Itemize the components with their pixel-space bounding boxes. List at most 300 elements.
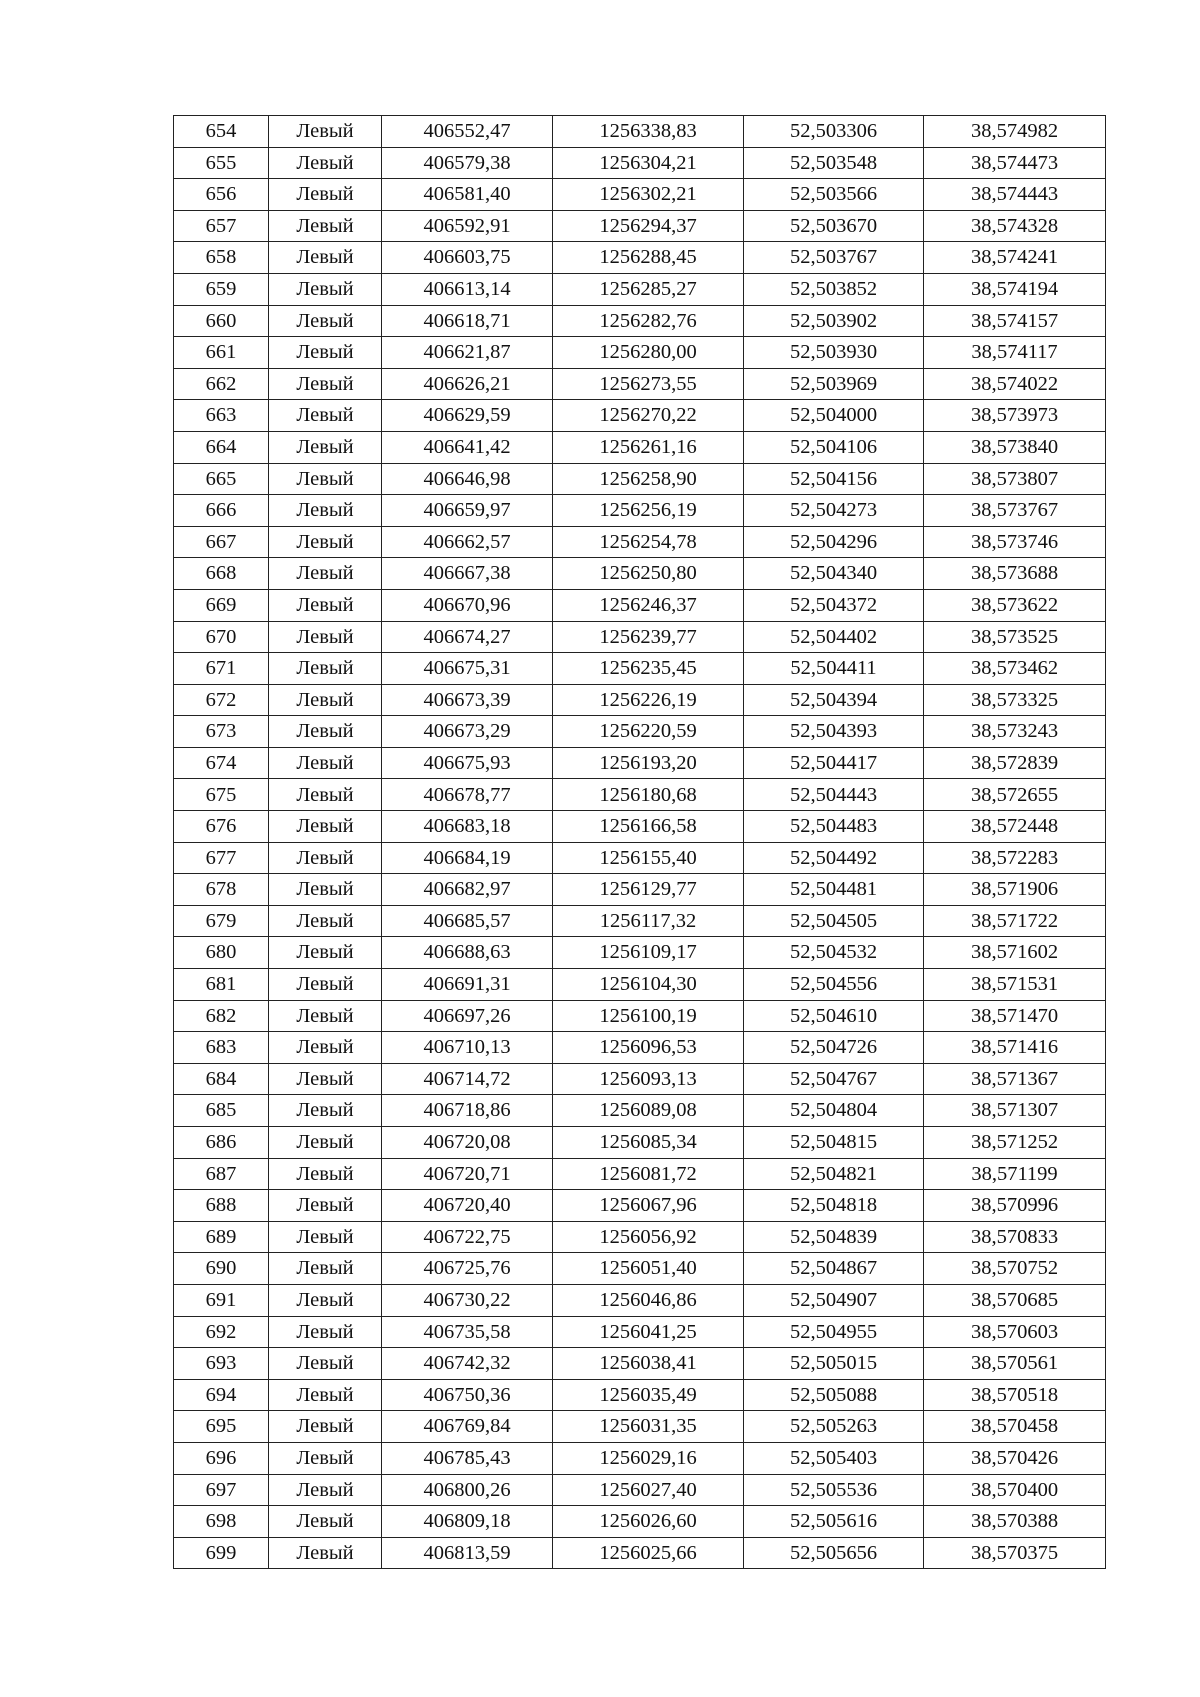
y-coordinate-cell: 1256302,21: [553, 179, 744, 211]
point-number-cell: 677: [174, 842, 269, 874]
latitude-cell: 52,505536: [744, 1474, 924, 1506]
longitude-cell: 38,572655: [924, 779, 1106, 811]
table-row: [174, 431, 1106, 463]
y-coordinate-cell: 1256235,45: [553, 653, 744, 685]
y-coordinate-cell: 1256254,78: [553, 526, 744, 558]
x-coordinate-cell: 406720,08: [382, 1127, 553, 1159]
longitude-cell: 38,574473: [924, 147, 1106, 179]
longitude-cell: 38,573840: [924, 431, 1106, 463]
latitude-cell: 52,503548: [744, 147, 924, 179]
point-number-cell: 687: [174, 1158, 269, 1190]
longitude-cell: 38,571722: [924, 905, 1106, 937]
longitude-cell: 38,571199: [924, 1158, 1106, 1190]
y-coordinate-cell: 1256338,83: [553, 116, 744, 148]
point-number-cell: 692: [174, 1316, 269, 1348]
x-coordinate-cell: 406618,71: [382, 305, 553, 337]
latitude-cell: 52,504955: [744, 1316, 924, 1348]
table-row: [174, 179, 1106, 211]
point-number-cell: 654: [174, 116, 269, 148]
x-coordinate-cell: 406621,87: [382, 337, 553, 369]
point-number-cell: 669: [174, 589, 269, 621]
latitude-cell: 52,504411: [744, 653, 924, 685]
longitude-cell: 38,571602: [924, 937, 1106, 969]
latitude-cell: 52,503902: [744, 305, 924, 337]
latitude-cell: 52,504492: [744, 842, 924, 874]
side-cell: Левый: [269, 463, 382, 495]
table-row: [174, 147, 1106, 179]
point-number-cell: 660: [174, 305, 269, 337]
side-cell: Левый: [269, 431, 382, 463]
y-coordinate-cell: 1256304,21: [553, 147, 744, 179]
point-number-cell: 668: [174, 558, 269, 590]
table-row: [174, 716, 1106, 748]
x-coordinate-cell: 406785,43: [382, 1442, 553, 1474]
latitude-cell: 52,504610: [744, 1000, 924, 1032]
latitude-cell: 52,504372: [744, 589, 924, 621]
x-coordinate-cell: 406674,27: [382, 621, 553, 653]
table-row: [174, 1474, 1106, 1506]
y-coordinate-cell: 1256093,13: [553, 1063, 744, 1095]
point-number-cell: 662: [174, 368, 269, 400]
side-cell: Левый: [269, 210, 382, 242]
side-cell: Левый: [269, 1474, 382, 1506]
latitude-cell: 52,505263: [744, 1411, 924, 1443]
table-row: [174, 495, 1106, 527]
side-cell: Левый: [269, 179, 382, 211]
longitude-cell: 38,570603: [924, 1316, 1106, 1348]
side-cell: Левый: [269, 1063, 382, 1095]
longitude-cell: 38,572839: [924, 747, 1106, 779]
side-cell: Левый: [269, 779, 382, 811]
point-number-cell: 683: [174, 1032, 269, 1064]
x-coordinate-cell: 406684,19: [382, 842, 553, 874]
side-cell: Левый: [269, 684, 382, 716]
x-coordinate-cell: 406667,38: [382, 558, 553, 590]
point-number-cell: 656: [174, 179, 269, 211]
latitude-cell: 52,504804: [744, 1095, 924, 1127]
table-row: [174, 1442, 1106, 1474]
table-row: [174, 842, 1106, 874]
longitude-cell: 38,574022: [924, 368, 1106, 400]
latitude-cell: 52,504839: [744, 1221, 924, 1253]
y-coordinate-cell: 1256031,35: [553, 1411, 744, 1443]
point-number-cell: 671: [174, 653, 269, 685]
point-number-cell: 670: [174, 621, 269, 653]
x-coordinate-cell: 406629,59: [382, 400, 553, 432]
point-number-cell: 673: [174, 716, 269, 748]
longitude-cell: 38,570996: [924, 1190, 1106, 1222]
point-number-cell: 691: [174, 1284, 269, 1316]
side-cell: Левый: [269, 905, 382, 937]
latitude-cell: 52,503852: [744, 273, 924, 305]
latitude-cell: 52,504156: [744, 463, 924, 495]
point-number-cell: 674: [174, 747, 269, 779]
y-coordinate-cell: 1256067,96: [553, 1190, 744, 1222]
longitude-cell: 38,574982: [924, 116, 1106, 148]
y-coordinate-cell: 1256256,19: [553, 495, 744, 527]
longitude-cell: 38,574157: [924, 305, 1106, 337]
x-coordinate-cell: 406718,86: [382, 1095, 553, 1127]
table-row: [174, 1379, 1106, 1411]
y-coordinate-cell: 1256280,00: [553, 337, 744, 369]
y-coordinate-cell: 1256261,16: [553, 431, 744, 463]
table-row: [174, 210, 1106, 242]
table-row: [174, 1411, 1106, 1443]
x-coordinate-cell: 406730,22: [382, 1284, 553, 1316]
y-coordinate-cell: 1256273,55: [553, 368, 744, 400]
x-coordinate-cell: 406720,71: [382, 1158, 553, 1190]
point-number-cell: 694: [174, 1379, 269, 1411]
y-coordinate-cell: 1256085,34: [553, 1127, 744, 1159]
table-row: [174, 305, 1106, 337]
latitude-cell: 52,504481: [744, 874, 924, 906]
latitude-cell: 52,504402: [744, 621, 924, 653]
y-coordinate-cell: 1256258,90: [553, 463, 744, 495]
table-row: [174, 969, 1106, 1001]
y-coordinate-cell: 1256180,68: [553, 779, 744, 811]
x-coordinate-cell: 406673,39: [382, 684, 553, 716]
x-coordinate-cell: 406659,97: [382, 495, 553, 527]
side-cell: Левый: [269, 1000, 382, 1032]
y-coordinate-cell: 1256220,59: [553, 716, 744, 748]
table-row: [174, 463, 1106, 495]
side-cell: Левый: [269, 1506, 382, 1538]
table-row: [174, 337, 1106, 369]
longitude-cell: 38,570426: [924, 1442, 1106, 1474]
point-number-cell: 657: [174, 210, 269, 242]
side-cell: Левый: [269, 874, 382, 906]
point-number-cell: 684: [174, 1063, 269, 1095]
table-row: [174, 1095, 1106, 1127]
side-cell: Левый: [269, 368, 382, 400]
point-number-cell: 655: [174, 147, 269, 179]
latitude-cell: 52,505616: [744, 1506, 924, 1538]
longitude-cell: 38,571906: [924, 874, 1106, 906]
table-row: [174, 1284, 1106, 1316]
side-cell: Левый: [269, 1537, 382, 1569]
latitude-cell: 52,504483: [744, 811, 924, 843]
y-coordinate-cell: 1256025,66: [553, 1537, 744, 1569]
table-row: [174, 1190, 1106, 1222]
point-number-cell: 672: [174, 684, 269, 716]
x-coordinate-cell: 406592,91: [382, 210, 553, 242]
y-coordinate-cell: 1256270,22: [553, 400, 744, 432]
latitude-cell: 52,503566: [744, 179, 924, 211]
side-cell: Левый: [269, 305, 382, 337]
table-row: [174, 684, 1106, 716]
longitude-cell: 38,571416: [924, 1032, 1106, 1064]
y-coordinate-cell: 1256288,45: [553, 242, 744, 274]
y-coordinate-cell: 1256104,30: [553, 969, 744, 1001]
table-row: [174, 589, 1106, 621]
latitude-cell: 52,504443: [744, 779, 924, 811]
point-number-cell: 695: [174, 1411, 269, 1443]
table-row: [174, 1000, 1106, 1032]
longitude-cell: 38,570518: [924, 1379, 1106, 1411]
table-row: [174, 1127, 1106, 1159]
latitude-cell: 52,504417: [744, 747, 924, 779]
longitude-cell: 38,570458: [924, 1411, 1106, 1443]
point-number-cell: 682: [174, 1000, 269, 1032]
x-coordinate-cell: 406675,31: [382, 653, 553, 685]
side-cell: Левый: [269, 1032, 382, 1064]
latitude-cell: 52,504505: [744, 905, 924, 937]
latitude-cell: 52,504340: [744, 558, 924, 590]
longitude-cell: 38,571367: [924, 1063, 1106, 1095]
point-number-cell: 681: [174, 969, 269, 1001]
table-row: [174, 1537, 1106, 1569]
y-coordinate-cell: 1256246,37: [553, 589, 744, 621]
table-row: [174, 621, 1106, 653]
point-number-cell: 675: [174, 779, 269, 811]
longitude-cell: 38,573325: [924, 684, 1106, 716]
latitude-cell: 52,504867: [744, 1253, 924, 1285]
point-number-cell: 699: [174, 1537, 269, 1569]
y-coordinate-cell: 1256038,41: [553, 1348, 744, 1380]
table-row: [174, 242, 1106, 274]
x-coordinate-cell: 406800,26: [382, 1474, 553, 1506]
latitude-cell: 52,504393: [744, 716, 924, 748]
y-coordinate-cell: 1256155,40: [553, 842, 744, 874]
x-coordinate-cell: 406682,97: [382, 874, 553, 906]
longitude-cell: 38,570375: [924, 1537, 1106, 1569]
side-cell: Левый: [269, 842, 382, 874]
x-coordinate-cell: 406613,14: [382, 273, 553, 305]
longitude-cell: 38,574194: [924, 273, 1106, 305]
side-cell: Левый: [269, 937, 382, 969]
point-number-cell: 679: [174, 905, 269, 937]
y-coordinate-cell: 1256129,77: [553, 874, 744, 906]
longitude-cell: 38,571252: [924, 1127, 1106, 1159]
table-row: [174, 1221, 1106, 1253]
y-coordinate-cell: 1256250,80: [553, 558, 744, 590]
y-coordinate-cell: 1256100,19: [553, 1000, 744, 1032]
side-cell: Левый: [269, 1284, 382, 1316]
point-number-cell: 659: [174, 273, 269, 305]
table-row: [174, 400, 1106, 432]
x-coordinate-cell: 406685,57: [382, 905, 553, 937]
side-cell: Левый: [269, 969, 382, 1001]
longitude-cell: 38,570561: [924, 1348, 1106, 1380]
y-coordinate-cell: 1256294,37: [553, 210, 744, 242]
side-cell: Левый: [269, 811, 382, 843]
table-row: [174, 1158, 1106, 1190]
latitude-cell: 52,504726: [744, 1032, 924, 1064]
point-number-cell: 676: [174, 811, 269, 843]
side-cell: Левый: [269, 747, 382, 779]
table-row: [174, 368, 1106, 400]
y-coordinate-cell: 1256035,49: [553, 1379, 744, 1411]
x-coordinate-cell: 406725,76: [382, 1253, 553, 1285]
x-coordinate-cell: 406750,36: [382, 1379, 553, 1411]
latitude-cell: 52,504907: [744, 1284, 924, 1316]
point-number-cell: 693: [174, 1348, 269, 1380]
point-number-cell: 698: [174, 1506, 269, 1538]
y-coordinate-cell: 1256081,72: [553, 1158, 744, 1190]
x-coordinate-cell: 406742,32: [382, 1348, 553, 1380]
side-cell: Левый: [269, 589, 382, 621]
table-row: [174, 1032, 1106, 1064]
side-cell: Левый: [269, 116, 382, 148]
side-cell: Левый: [269, 147, 382, 179]
point-number-cell: 696: [174, 1442, 269, 1474]
longitude-cell: 38,570388: [924, 1506, 1106, 1538]
side-cell: Левый: [269, 273, 382, 305]
y-coordinate-cell: 1256109,17: [553, 937, 744, 969]
y-coordinate-cell: 1256089,08: [553, 1095, 744, 1127]
table-row: [174, 811, 1106, 843]
table-row: [174, 1063, 1106, 1095]
y-coordinate-cell: 1256166,58: [553, 811, 744, 843]
y-coordinate-cell: 1256051,40: [553, 1253, 744, 1285]
side-cell: Левый: [269, 1253, 382, 1285]
longitude-cell: 38,573243: [924, 716, 1106, 748]
latitude-cell: 52,503969: [744, 368, 924, 400]
side-cell: Левый: [269, 1442, 382, 1474]
x-coordinate-cell: 406710,13: [382, 1032, 553, 1064]
point-number-cell: 664: [174, 431, 269, 463]
latitude-cell: 52,503767: [744, 242, 924, 274]
x-coordinate-cell: 406646,98: [382, 463, 553, 495]
longitude-cell: 38,572283: [924, 842, 1106, 874]
y-coordinate-cell: 1256026,60: [553, 1506, 744, 1538]
latitude-cell: 52,504296: [744, 526, 924, 558]
side-cell: Левый: [269, 495, 382, 527]
latitude-cell: 52,505088: [744, 1379, 924, 1411]
side-cell: Левый: [269, 1316, 382, 1348]
table-row: [174, 558, 1106, 590]
x-coordinate-cell: 406552,47: [382, 116, 553, 148]
latitude-cell: 52,504000: [744, 400, 924, 432]
y-coordinate-cell: 1256193,20: [553, 747, 744, 779]
x-coordinate-cell: 406579,38: [382, 147, 553, 179]
table-row: [174, 1506, 1106, 1538]
table-row: [174, 1316, 1106, 1348]
latitude-cell: 52,504815: [744, 1127, 924, 1159]
side-cell: Левый: [269, 337, 382, 369]
side-cell: Левый: [269, 1190, 382, 1222]
x-coordinate-cell: 406641,42: [382, 431, 553, 463]
table-row: [174, 1348, 1106, 1380]
side-cell: Левый: [269, 1379, 382, 1411]
y-coordinate-cell: 1256096,53: [553, 1032, 744, 1064]
x-coordinate-cell: 406675,93: [382, 747, 553, 779]
x-coordinate-cell: 406662,57: [382, 526, 553, 558]
longitude-cell: 38,571531: [924, 969, 1106, 1001]
longitude-cell: 38,570400: [924, 1474, 1106, 1506]
point-number-cell: 690: [174, 1253, 269, 1285]
y-coordinate-cell: 1256027,40: [553, 1474, 744, 1506]
longitude-cell: 38,573746: [924, 526, 1106, 558]
side-cell: Левый: [269, 653, 382, 685]
point-number-cell: 689: [174, 1221, 269, 1253]
y-coordinate-cell: 1256046,86: [553, 1284, 744, 1316]
point-number-cell: 665: [174, 463, 269, 495]
latitude-cell: 52,503670: [744, 210, 924, 242]
latitude-cell: 52,504106: [744, 431, 924, 463]
longitude-cell: 38,573688: [924, 558, 1106, 590]
x-coordinate-cell: 406683,18: [382, 811, 553, 843]
longitude-cell: 38,573807: [924, 463, 1106, 495]
latitude-cell: 52,504394: [744, 684, 924, 716]
x-coordinate-cell: 406581,40: [382, 179, 553, 211]
point-number-cell: 666: [174, 495, 269, 527]
point-number-cell: 667: [174, 526, 269, 558]
longitude-cell: 38,574328: [924, 210, 1106, 242]
point-number-cell: 661: [174, 337, 269, 369]
x-coordinate-cell: 406603,75: [382, 242, 553, 274]
longitude-cell: 38,573525: [924, 621, 1106, 653]
x-coordinate-cell: 406697,26: [382, 1000, 553, 1032]
x-coordinate-cell: 406688,63: [382, 937, 553, 969]
latitude-cell: 52,504821: [744, 1158, 924, 1190]
side-cell: Левый: [269, 1127, 382, 1159]
latitude-cell: 52,504818: [744, 1190, 924, 1222]
longitude-cell: 38,571470: [924, 1000, 1106, 1032]
table-row: [174, 747, 1106, 779]
side-cell: Левый: [269, 716, 382, 748]
longitude-cell: 38,570752: [924, 1253, 1106, 1285]
y-coordinate-cell: 1256041,25: [553, 1316, 744, 1348]
side-cell: Левый: [269, 621, 382, 653]
side-cell: Левый: [269, 1411, 382, 1443]
x-coordinate-cell: 406670,96: [382, 589, 553, 621]
y-coordinate-cell: 1256056,92: [553, 1221, 744, 1253]
y-coordinate-cell: 1256282,76: [553, 305, 744, 337]
x-coordinate-cell: 406691,31: [382, 969, 553, 1001]
table-row: [174, 526, 1106, 558]
side-cell: Левый: [269, 558, 382, 590]
x-coordinate-cell: 406813,59: [382, 1537, 553, 1569]
point-number-cell: 678: [174, 874, 269, 906]
side-cell: Левый: [269, 400, 382, 432]
table-row: [174, 937, 1106, 969]
latitude-cell: 52,503306: [744, 116, 924, 148]
longitude-cell: 38,573622: [924, 589, 1106, 621]
side-cell: Левый: [269, 242, 382, 274]
y-coordinate-cell: 1256239,77: [553, 621, 744, 653]
point-number-cell: 685: [174, 1095, 269, 1127]
side-cell: Левый: [269, 1158, 382, 1190]
x-coordinate-cell: 406720,40: [382, 1190, 553, 1222]
point-number-cell: 663: [174, 400, 269, 432]
longitude-cell: 38,574241: [924, 242, 1106, 274]
x-coordinate-cell: 406673,29: [382, 716, 553, 748]
longitude-cell: 38,570685: [924, 1284, 1106, 1316]
latitude-cell: 52,505656: [744, 1537, 924, 1569]
longitude-cell: 38,574443: [924, 179, 1106, 211]
table-row: [174, 874, 1106, 906]
x-coordinate-cell: 406714,72: [382, 1063, 553, 1095]
latitude-cell: 52,504767: [744, 1063, 924, 1095]
y-coordinate-cell: 1256226,19: [553, 684, 744, 716]
table-row: [174, 779, 1106, 811]
x-coordinate-cell: 406769,84: [382, 1411, 553, 1443]
point-number-cell: 658: [174, 242, 269, 274]
latitude-cell: 52,505403: [744, 1442, 924, 1474]
point-number-cell: 688: [174, 1190, 269, 1222]
point-number-cell: 686: [174, 1127, 269, 1159]
coordinates-table: [173, 115, 1106, 1569]
table-row: [174, 653, 1106, 685]
longitude-cell: 38,573462: [924, 653, 1106, 685]
latitude-cell: 52,505015: [744, 1348, 924, 1380]
x-coordinate-cell: 406626,21: [382, 368, 553, 400]
table-row: [174, 273, 1106, 305]
x-coordinate-cell: 406678,77: [382, 779, 553, 811]
longitude-cell: 38,571307: [924, 1095, 1106, 1127]
latitude-cell: 52,504532: [744, 937, 924, 969]
